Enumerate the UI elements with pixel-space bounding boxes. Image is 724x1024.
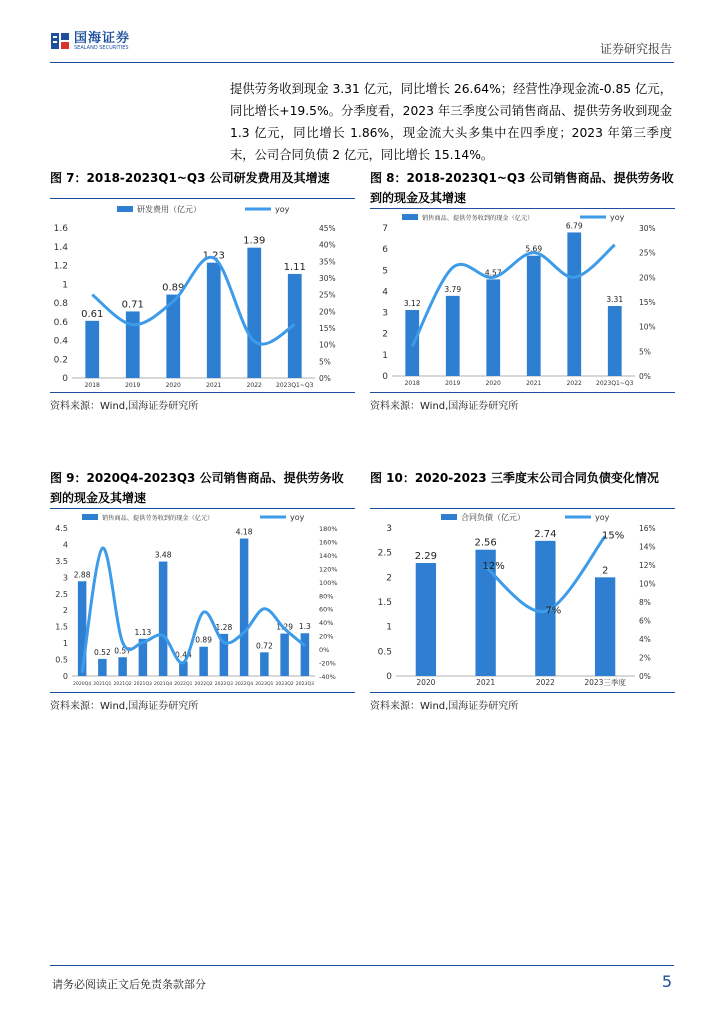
y-tick-label: 5: [382, 266, 388, 277]
bar-value-label: 1.13: [134, 627, 152, 637]
bar-value-label: 4.18: [235, 527, 253, 537]
bar: [527, 256, 541, 376]
legend-bar-swatch: [441, 514, 457, 520]
bar-value-label: 0.52: [94, 647, 111, 657]
y-tick-label: 2.5: [55, 589, 68, 599]
bar: [595, 577, 615, 676]
x-tick-label: 2022: [246, 382, 262, 389]
legend-line-label: yoy: [595, 513, 610, 522]
y-tick-label: 0: [386, 672, 392, 682]
y2-tick-label: 120%: [319, 565, 338, 574]
bar-value-label: 0.72: [256, 641, 273, 651]
bar: [118, 657, 127, 676]
y-tick-label: 1: [386, 622, 392, 633]
bar-value-label: 0.71: [121, 299, 144, 311]
y2-tick-label: 16%: [639, 524, 656, 533]
legend-bar-swatch: [82, 514, 98, 520]
y-tick-label: 0: [62, 672, 68, 681]
yoy-line: [412, 245, 615, 347]
figure-title: 图 7：2018-2023Q1~Q3 公司研发费用及其增速: [50, 171, 330, 185]
y-tick-label: 3.5: [55, 556, 68, 566]
x-tick-label: 2020: [416, 678, 436, 687]
header-divider: [50, 62, 674, 63]
legend-bar-swatch: [402, 214, 418, 220]
y2-tick-label: 180%: [319, 525, 338, 533]
y2-tick-label: 100%: [319, 578, 338, 587]
x-tick-label: 2021: [206, 382, 222, 389]
y-tick-label: 2: [62, 606, 68, 616]
y-tick-label: 0.5: [55, 655, 68, 665]
bar-value-label: 1.3: [298, 622, 311, 632]
y2-tick-label: -40%: [319, 673, 336, 681]
figure-9: [50, 468, 355, 509]
y2-tick-label: 0%: [319, 374, 331, 383]
y2-tick-label: 20%: [319, 307, 336, 317]
figure-rule: [370, 508, 675, 509]
figure-title: 图 9：2020Q4-2023Q3 公司销售商品、提供劳务收到的现金及其增速: [50, 471, 344, 505]
y2-tick-label: 0%: [319, 646, 330, 655]
logo-mark-icon: [50, 31, 70, 51]
bar: [260, 652, 269, 676]
y2-tick-label: 25%: [639, 248, 656, 258]
figure-title: 图 10：2020-2023 三季度末公司合同负债变化情况: [370, 471, 659, 485]
bar: [199, 647, 208, 676]
y2-tick-label: 30%: [319, 274, 336, 283]
y2-tick-label: 10%: [639, 579, 656, 589]
bar: [240, 539, 249, 676]
bar-value-label: 4.57: [484, 268, 502, 278]
y-tick-label: 0.5: [377, 647, 392, 658]
y-tick-label: 3: [62, 573, 68, 583]
x-tick-label: 2023Q1~Q3: [276, 382, 314, 389]
figure-rule: [50, 392, 355, 393]
y2-tick-label: 15%: [639, 298, 656, 307]
y-tick-label: 1: [62, 280, 68, 291]
x-tick-label: 2023Q3: [295, 682, 314, 687]
figure-rule: [370, 692, 675, 693]
legend-bar-label: 销售商品、提供劳务收到的现金（亿元）: [422, 215, 534, 222]
x-tick-label: 2022: [535, 678, 555, 687]
y2-tick-label: 5%: [319, 357, 331, 367]
body-paragraph: 提供劳务收到现金 3.31 亿元，同比增长 26.64%；经营性净现金流-0.85 亿元，同比增长+19.5%。分季度看，2023 年三季度公司销售商品、提供劳务收到现金 1.3 亿元，同比增长 1.86%，现金流大头多集中在四季度；2023 年第三季度末，公司合同负债 2 亿元，同比增长 15.14%。: [230, 82, 672, 162]
y-tick-label: 1.6: [53, 224, 68, 234]
figure-7-source-block: [50, 392, 355, 412]
bar-value-label: 3.12: [403, 299, 421, 309]
y2-tick-label: 15%: [319, 324, 336, 333]
x-tick-label: 2020: [485, 380, 501, 387]
y2-tick-label: 35%: [319, 257, 336, 267]
y-tick-label: 2: [386, 573, 392, 584]
bar-value-label: 0.61: [81, 308, 104, 320]
footer-divider: [50, 965, 674, 966]
y2-tick-label: 80%: [319, 592, 334, 601]
figure-7: [50, 168, 355, 199]
x-tick-label: 2023三季度: [584, 678, 626, 687]
y2-tick-label: 60%: [319, 605, 334, 614]
company-logo: [50, 30, 160, 52]
bar-value-label: 1.11: [283, 261, 306, 273]
y2-tick-label: 2%: [639, 653, 651, 663]
bar: [486, 279, 500, 376]
y-tick-label: 4.5: [55, 524, 68, 533]
x-tick-label: 2022Q1: [174, 682, 193, 687]
x-tick-label: 2018: [404, 380, 420, 387]
figure-rule: [50, 198, 355, 199]
legend-bar-label: 销售商品、提供劳务收到的现金（亿元）: [102, 515, 214, 522]
bar-value-label: 2: [601, 565, 609, 577]
figure-8-source-block: [370, 392, 675, 412]
y-tick-label: 4: [382, 287, 388, 298]
y-tick-label: 1.4: [53, 242, 68, 253]
y2-tick-label: 5%: [639, 347, 651, 357]
bar-value-label: 6.79: [565, 221, 583, 231]
figure-rule: [370, 208, 675, 209]
y2-tick-label: 45%: [319, 224, 336, 233]
y2-tick-label: 6%: [639, 616, 651, 626]
bar: [159, 562, 168, 676]
x-tick-label: 2019: [125, 382, 141, 389]
y2-tick-label: 10%: [639, 322, 656, 332]
bar-value-label: 0.44: [175, 650, 192, 660]
bar-value-label: 3.48: [154, 550, 172, 560]
bar: [567, 232, 581, 376]
bar-value-label: 1.28: [215, 622, 233, 632]
figure-rule: [50, 692, 355, 693]
y-tick-label: 1: [62, 639, 68, 649]
y-tick-label: 2: [382, 329, 388, 340]
x-tick-label: 2021: [476, 678, 496, 687]
bar: [126, 311, 140, 378]
bar: [416, 563, 436, 676]
figure-rule: [370, 392, 675, 393]
bar: [301, 633, 310, 676]
y2-tick-label: 14%: [639, 542, 656, 552]
logo-english-name: SEALAND SECURITIES: [74, 44, 129, 51]
y2-tick-label: -20%: [319, 659, 336, 668]
y-tick-label: 6: [382, 245, 388, 256]
y2-tick-label: 140%: [319, 551, 338, 560]
x-tick-label: 2021Q4: [154, 682, 173, 687]
figure-source: 资料来源：Wind,国海证券研究所: [50, 401, 199, 412]
yoy-value-label: 7%: [545, 605, 562, 617]
y-tick-label: 1: [382, 350, 388, 361]
x-tick-label: 2018: [84, 382, 100, 389]
chart-svg: [50, 510, 355, 690]
x-tick-label: 2020Q4: [73, 682, 92, 687]
bar-value-label: 0.89: [195, 635, 212, 645]
x-tick-label: 2022Q2: [194, 682, 213, 687]
x-tick-label: 2021Q2: [113, 682, 132, 687]
figure-9-source-block: [50, 692, 355, 712]
bar-value-label: 3.79: [444, 284, 462, 294]
x-tick-label: 2021: [526, 380, 542, 387]
y-tick-label: 0.4: [53, 336, 68, 347]
y-tick-label: 1.2: [53, 261, 68, 272]
figure-source: 资料来源：Wind,国海证券研究所: [370, 701, 519, 712]
report-type-label: 证券研究报告: [599, 42, 672, 56]
legend-line-label: yoy: [290, 513, 305, 522]
y-tick-label: 2.5: [377, 548, 392, 559]
y2-tick-label: 40%: [319, 619, 334, 628]
y2-tick-label: 0%: [639, 372, 651, 381]
bar-value-label: 0.89: [162, 282, 185, 294]
bar: [608, 306, 622, 376]
y-tick-label: 7: [382, 224, 388, 234]
x-tick-label: 2021Q1: [93, 682, 112, 687]
page-number: 5: [661, 972, 672, 991]
y-tick-label: 1.5: [377, 598, 392, 608]
x-tick-label: 2022Q4: [235, 682, 254, 687]
figure-title: 图 8：2018-2023Q1~Q3 公司销售商品、提供劳务收到的现金及其增速: [370, 171, 674, 205]
x-tick-label: 2023Q1~Q3: [596, 380, 634, 387]
bar-value-label: 2.88: [73, 570, 91, 580]
yoy-value-label: 12%: [482, 560, 505, 572]
bar: [280, 634, 289, 676]
x-tick-label: 2023Q1: [255, 682, 274, 687]
y-tick-label: 3: [382, 308, 388, 319]
x-tick-label: 2021Q3: [133, 682, 152, 687]
legend-bar-label: 研发费用（亿元）: [137, 205, 201, 214]
yoy-value-label: 15%: [602, 530, 625, 542]
y-tick-label: 0.6: [53, 317, 68, 328]
figure-10: [370, 468, 675, 509]
bar-value-label: 1.29: [276, 622, 293, 632]
chart-svg: [370, 510, 675, 690]
x-tick-label: 2019: [445, 380, 461, 387]
x-tick-label: 2020: [165, 382, 181, 389]
y2-tick-label: 25%: [319, 290, 336, 300]
y2-tick-label: 8%: [639, 598, 651, 607]
bar-value-label: 3.31: [606, 295, 624, 305]
figure-source: 资料来源：Wind,国海证券研究所: [370, 401, 519, 412]
y2-tick-label: 20%: [639, 273, 656, 283]
y2-tick-label: 20%: [319, 632, 334, 641]
y-tick-label: 0.2: [53, 355, 68, 366]
logo-name: 国海证券: [74, 30, 131, 46]
footer-disclaimer: 请务必阅读正文后免责条款部分: [52, 978, 206, 991]
chart-svg: [370, 210, 675, 390]
x-tick-label: 2023Q2: [275, 682, 294, 687]
y-tick-label: 1.5: [55, 622, 68, 632]
bar-value-label: 1.39: [243, 235, 266, 247]
bar: [446, 296, 460, 376]
legend-line-label: yoy: [610, 213, 625, 222]
figure-8: [370, 168, 675, 209]
bar: [98, 659, 107, 676]
bar-value-label: 1.23: [202, 250, 225, 262]
bar: [207, 263, 221, 378]
x-tick-label: 2022: [566, 380, 582, 387]
figure-10-source-block: [370, 692, 675, 712]
y2-tick-label: 4%: [639, 635, 651, 644]
bar-value-label: 2.29: [414, 551, 438, 563]
y2-tick-label: 30%: [639, 224, 656, 233]
y-tick-label: 0: [62, 374, 68, 384]
chart-contract-liabilities: [370, 510, 675, 694]
y-tick-label: 4: [62, 540, 68, 550]
y2-tick-label: 12%: [639, 561, 656, 570]
chart-rd-expense: [50, 202, 355, 396]
y2-tick-label: 160%: [319, 538, 338, 547]
bar: [85, 321, 99, 378]
legend-bar-swatch: [117, 206, 133, 212]
figure-rule: [50, 508, 355, 509]
figure-source: 资料来源：Wind,国海证券研究所: [50, 701, 199, 712]
bar-value-label: 2.74: [534, 528, 557, 540]
chart-cash-received-quarterly: [50, 510, 355, 694]
bar-value-label: 2.56: [474, 537, 497, 549]
y2-tick-label: 10%: [319, 340, 336, 350]
y2-tick-label: 0%: [639, 672, 651, 681]
bar-value-label: 5.69: [525, 244, 543, 254]
legend-bar-label: 合同负债（亿元）: [461, 513, 525, 522]
x-tick-label: 2022Q3: [214, 682, 233, 687]
y-tick-label: 0: [382, 372, 388, 382]
y2-tick-label: 40%: [319, 240, 336, 250]
legend-line-label: yoy: [275, 205, 290, 214]
y-tick-label: 3: [386, 524, 392, 534]
y-tick-label: 0.8: [53, 299, 68, 309]
chart-cash-received-annual: [370, 210, 675, 394]
chart-svg: [50, 202, 355, 392]
bar: [247, 248, 261, 378]
bar-value-label: 0.57: [114, 646, 131, 656]
